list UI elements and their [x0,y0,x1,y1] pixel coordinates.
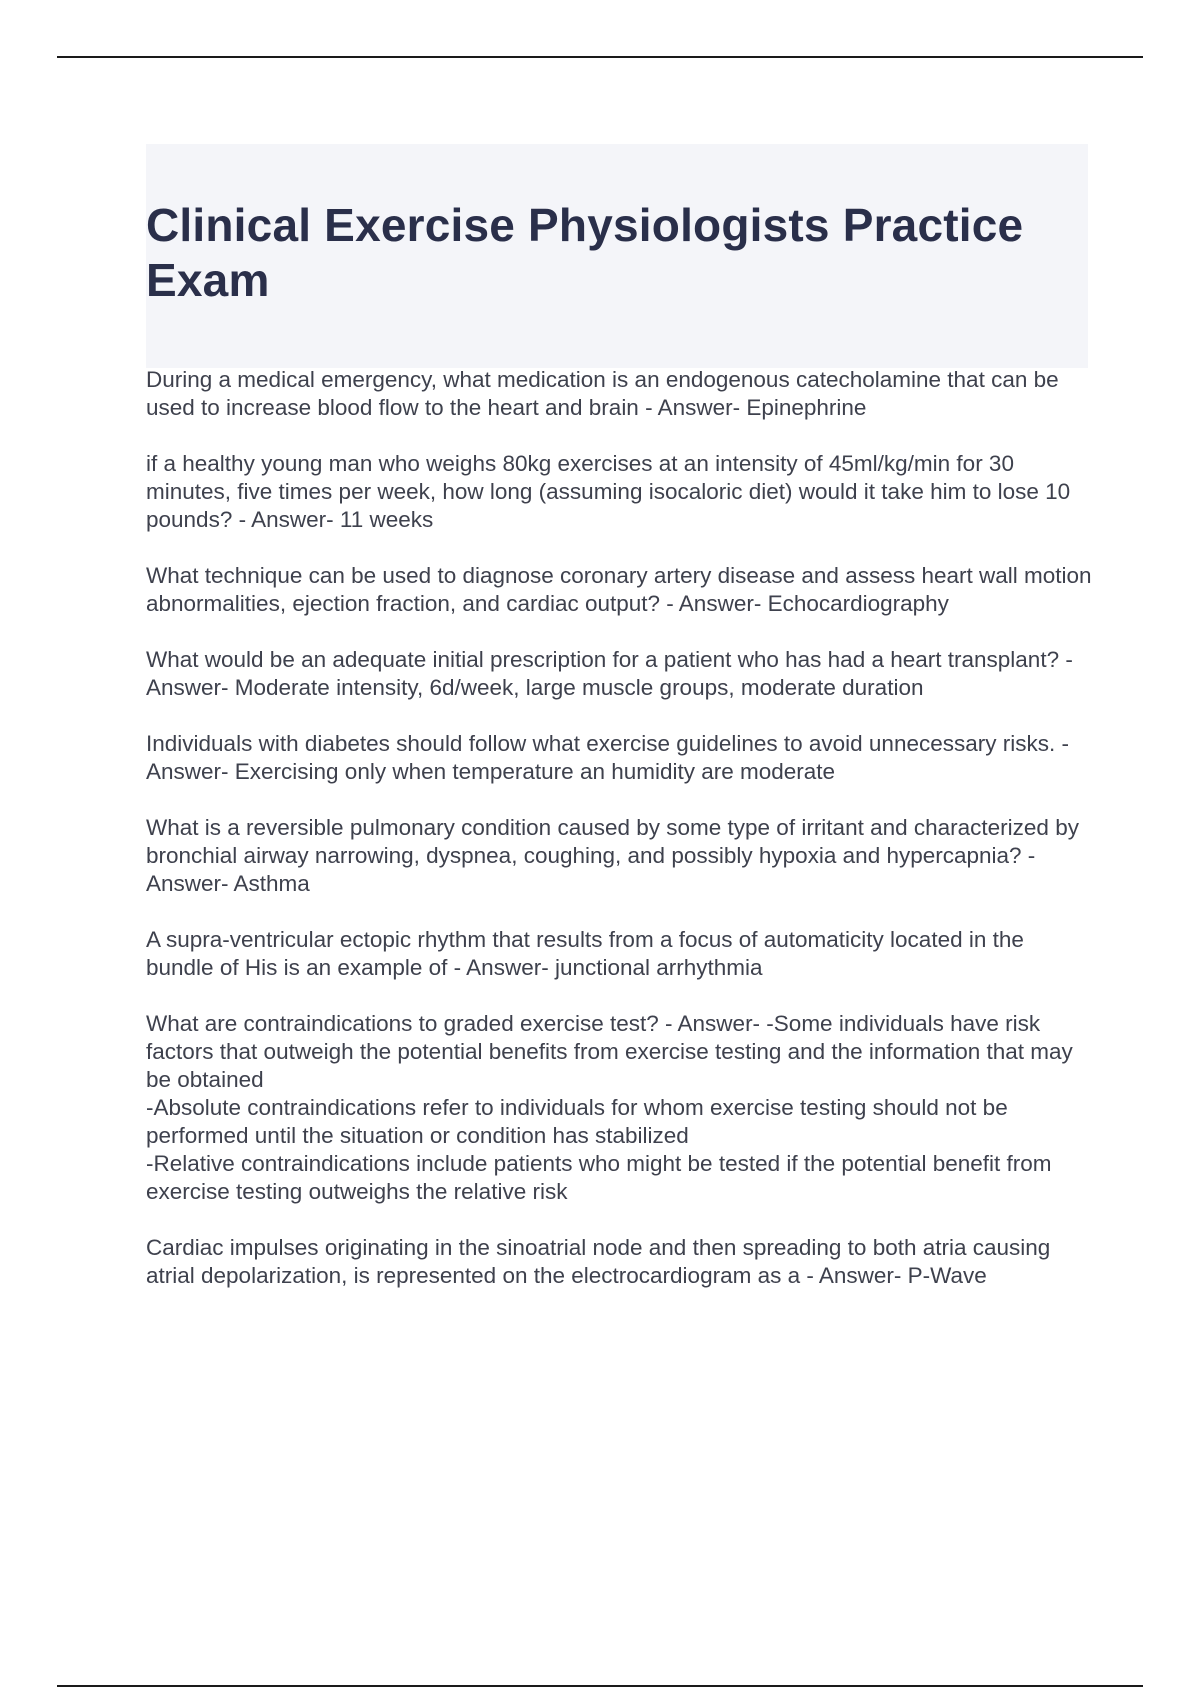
bottom-rule [57,1685,1143,1687]
qa-item-1: During a medical emergency, what medication is an endogenous catecholamine that can be used to increase blood flow to the heart and brain - Answer- Epinephrine [146,367,1059,420]
qa-item-4: What would be an adequate initial prescription for a patient who has had a heart transplant? - Answer- Moderate intensity, 6d/week, large muscle groups, moderate duration [146,647,1073,700]
qa-item-7: A supra-ventricular ectopic rhythm that results from a focus of automaticity located in the bundle of His is an example of - Answer- junctional arrhythmia [146,927,1024,980]
qa-item-8: What are contraindications to graded exercise test? - Answer- -Some individuals have risk factors that outweigh the potential benefits from exercise testing and the information that may be obtained -Absolute contraindications refer to individuals for whom exercise testing should not be performed until the situation or condition has stabilized -Relative contraindications include patients who might be tested if the potential benefit from exercise testing outweighs the relative risk [146,1011,1073,1204]
qa-item-9: Cardiac impulses originating in the sinoatrial node and then spreading to both atria causing atrial depolarization, is represented on the electrocardiogram as a - Answer- P-Wave [146,1235,1051,1288]
top-rule [57,56,1143,58]
qa-list [146,366,1096,1318]
qa-item-6: What is a reversible pulmonary condition caused by some type of irritant and characterized by bronchial airway narrowing, dyspnea, coughing, and possibly hypoxia and hypercapnia? - Answer- Asthma [146,815,1079,896]
qa-item-3: What technique can be used to diagnose coronary artery disease and assess heart wall motion abnormalities, ejection fraction, and cardiac output? - Answer- Echocardiography [146,563,1092,616]
qa-item-5: Individuals with diabetes should follow what exercise guidelines to avoid unnecessary risks. - Answer- Exercising only when temperature an humidity are moderate [146,731,1069,784]
page-title: Clinical Exercise Physiologists Practice Exam [146,199,1024,306]
qa-item-2: if a healthy young man who weighs 80kg exercises at an intensity of 45ml/kg/min for 30 minutes, five times per week, how long (assuming isocaloric diet) would it take him to lose 10 pounds? - Answer- 11 weeks [146,451,1071,532]
